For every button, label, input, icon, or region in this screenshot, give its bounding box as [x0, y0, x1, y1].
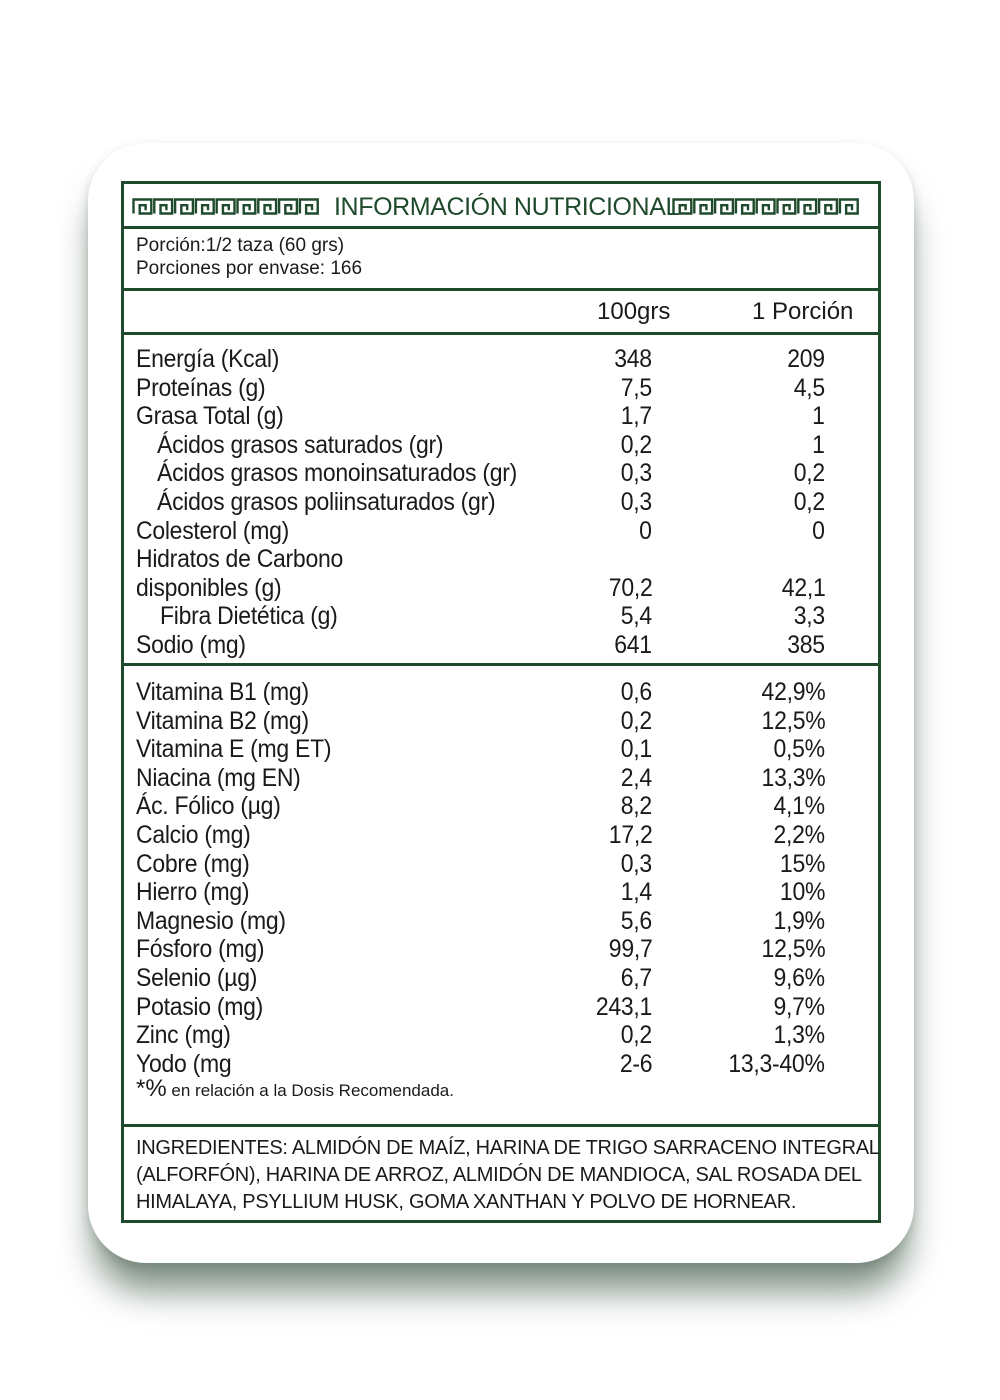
greek-key-segment: [798, 200, 816, 214]
ingredients-line: INGREDIENTES: ALMIDÓN DE MAÍZ, HARINA DE TRIGO SARRACENO INTEGRAL: [136, 1137, 880, 1159]
greek-key-segment: [238, 200, 256, 214]
value-per-portion: 15%: [779, 849, 825, 878]
greek-key-segment: [154, 200, 172, 214]
serving-info: [124, 229, 878, 291]
nutrient-row: [124, 517, 878, 546]
greek-key-segment: [778, 200, 796, 214]
value-per-portion: 1: [812, 402, 825, 431]
greek-key-segment: [279, 200, 297, 214]
nutrient-row: [124, 935, 878, 964]
nutrient-row: [124, 850, 878, 879]
nutrient-row: [124, 735, 878, 764]
value-per-portion: 12,5%: [761, 706, 825, 735]
greek-key-segment: [175, 200, 193, 214]
micronutrient-rows: [124, 678, 878, 1078]
nutrient-name: Ácidos grasos monoinsaturados (gr): [157, 459, 518, 488]
value-per-portion: 209: [787, 345, 825, 373]
footnote-text: en relación a la Dosis Recomendada.: [166, 1081, 454, 1100]
nutrient-row: [124, 792, 878, 821]
greek-key-segment: [715, 200, 733, 214]
nutrient-name: Fósforo (mg): [136, 935, 265, 964]
value-per-portion: 1,9%: [773, 906, 825, 935]
nutrient-row: [124, 821, 878, 850]
nutrient-name: Colesterol (mg): [136, 516, 290, 545]
nutrient-row: [124, 345, 878, 374]
nutrient-row: [124, 907, 878, 936]
nutrient-name: Ácidos grasos saturados (gr): [157, 430, 444, 459]
nutrient-row: [124, 878, 878, 907]
macronutrient-rows: [124, 345, 878, 660]
nutrient-name: Magnesio (mg): [136, 906, 286, 935]
nutrient-row: [124, 964, 878, 993]
nutrient-row: [124, 402, 878, 431]
value-per-100g: 7,5: [620, 373, 652, 402]
macronutrients-section: [124, 335, 878, 666]
value-per-portion: 385: [787, 630, 825, 659]
greek-key-segment: [757, 200, 775, 214]
nutrient-name: Cobre (mg): [136, 849, 250, 878]
value-per-100g: 6,7: [620, 963, 652, 992]
nutrient-name: Ác. Fólico (µg): [136, 792, 281, 821]
serving-size: Porción:1/2 taza (60 grs): [136, 235, 345, 256]
nutrient-name: Niacina (mg EN): [136, 763, 301, 792]
nutrient-row: [124, 602, 878, 631]
value-per-100g: 0,1: [620, 735, 652, 764]
greek-key-segment: [134, 200, 152, 214]
value-per-100g: 0,6: [620, 678, 652, 706]
greek-key-ornament-right: [672, 198, 870, 215]
nutrient-row: [124, 545, 878, 574]
nutrient-name: Vitamina B1 (mg): [136, 678, 309, 706]
nutrient-row: [124, 678, 878, 707]
greek-key-segment: [736, 200, 754, 214]
nutrient-name: Sodio (mg): [136, 630, 246, 659]
nutrient-row: [124, 1050, 878, 1079]
ingredients-line: HIMALAYA, PSYLLIUM HUSK, GOMA XANTHAN Y POLVO DE HORNEAR.: [136, 1191, 797, 1213]
nutrient-name: Ácidos grasos poliinsaturados (gr): [157, 487, 496, 516]
nutrient-row: [124, 631, 878, 660]
nutrient-row: [124, 1021, 878, 1050]
value-per-100g: 0,3: [620, 849, 652, 878]
ingredients-section: [124, 1127, 878, 1220]
value-per-100g: 348: [614, 345, 652, 373]
nutrient-row: [124, 488, 878, 517]
value-per-portion: 42,1: [781, 573, 825, 602]
value-per-100g: 0,3: [620, 487, 652, 516]
greek-key-segment: [300, 200, 318, 214]
nutrient-name: disponibles (g): [136, 573, 282, 602]
value-per-portion: 9,7%: [773, 992, 825, 1021]
value-per-100g: 8,2: [620, 792, 652, 821]
greek-key-segment: [819, 200, 837, 214]
value-per-portion: 13,3%: [761, 763, 825, 792]
value-per-100g: 1,4: [620, 878, 652, 907]
value-per-100g: 0: [639, 516, 652, 545]
value-per-100g: 17,2: [608, 820, 652, 849]
footnote-mark: *%: [136, 1075, 167, 1102]
label-title: INFORMACIÓN NUTRICIONAL: [334, 193, 679, 221]
value-per-portion: 4,5: [793, 373, 825, 402]
label-header: [124, 184, 878, 229]
nutrient-name: Hidratos de Carbono: [136, 545, 343, 574]
value-per-100g: 0,2: [620, 430, 652, 459]
nutrient-name: Potasio (mg): [136, 992, 264, 1021]
column-header-portion: 1 Porción: [752, 298, 854, 325]
nutrient-name: Fibra Dietética (g): [160, 602, 338, 631]
value-per-portion: 3,3: [793, 602, 825, 631]
nutrient-row: [124, 707, 878, 736]
value-per-portion: 1: [812, 430, 825, 459]
nutrient-name: Grasa Total (g): [136, 402, 284, 431]
value-per-100g: 243,1: [595, 992, 652, 1021]
nutrient-row: [124, 431, 878, 460]
greek-key-ornament-left: [132, 198, 330, 215]
greek-key-segment: [258, 200, 276, 214]
value-per-100g: 99,7: [608, 935, 652, 964]
greek-key-segment: [674, 200, 692, 214]
nutrient-name: Hierro (mg): [136, 878, 250, 907]
value-per-100g: 5,6: [620, 906, 652, 935]
value-per-100g: 0,2: [620, 706, 652, 735]
value-per-portion: 0,5%: [773, 735, 825, 764]
value-per-100g: 641: [614, 630, 652, 659]
nutrient-name: Zinc (mg): [136, 1021, 231, 1050]
nutrient-name: Energía (Kcal): [136, 345, 280, 373]
nutrient-name: Calcio (mg): [136, 820, 251, 849]
value-per-100g: 70,2: [608, 573, 652, 602]
value-per-100g: 2-6: [619, 1049, 652, 1078]
ingredients-line: (ALFORFÓN), HARINA DE ARROZ, ALMIDÓN DE MANDIOCA, SAL ROSADA DEL: [136, 1164, 862, 1186]
value-per-portion: 0,2: [793, 487, 825, 516]
nutrient-row: [124, 374, 878, 403]
value-per-portion: 1,3%: [773, 1021, 825, 1050]
greek-key-segment: [694, 200, 712, 214]
micronutrients-section: [124, 666, 878, 1127]
nutrient-name: Proteínas (g): [136, 373, 266, 402]
nutrient-row: [124, 459, 878, 488]
value-per-portion: 12,5%: [761, 935, 825, 964]
nutrient-row: [124, 993, 878, 1022]
value-per-portion: 4,1%: [773, 792, 825, 821]
value-per-portion: 0,2: [793, 459, 825, 488]
nutrient-row: [124, 574, 878, 603]
greek-key-segment: [840, 200, 858, 214]
servings-per-package: Porciones por envase: 166: [136, 258, 363, 279]
nutrient-name: Selenio (µg): [136, 963, 258, 992]
value-per-100g: 0,2: [620, 1021, 652, 1050]
value-per-portion: 2,2%: [773, 820, 825, 849]
ingredients-text: [136, 1135, 880, 1216]
column-header-100g: 100grs: [597, 298, 671, 325]
value-per-100g: 2,4: [620, 763, 652, 792]
greek-key-segment: [217, 200, 235, 214]
footnote: [136, 1076, 454, 1104]
nutrition-label: [121, 181, 881, 1223]
value-per-portion: 0: [812, 516, 825, 545]
value-per-100g: 0,3: [620, 459, 652, 488]
value-per-100g: 5,4: [620, 602, 652, 631]
nutrient-name: Vitamina B2 (mg): [136, 706, 309, 735]
value-per-portion: 10%: [779, 878, 825, 907]
value-per-portion: 13,3-40%: [728, 1049, 825, 1078]
column-headers: [124, 291, 878, 335]
value-per-100g: 1,7: [620, 402, 652, 431]
greek-key-segment: [196, 200, 214, 214]
nutrient-row: [124, 764, 878, 793]
value-per-portion: 9,6%: [773, 963, 825, 992]
nutrient-name: Yodo (mg: [136, 1049, 232, 1078]
value-per-portion: 42,9%: [761, 678, 825, 706]
nutrient-name: Vitamina E (mg ET): [136, 735, 332, 764]
